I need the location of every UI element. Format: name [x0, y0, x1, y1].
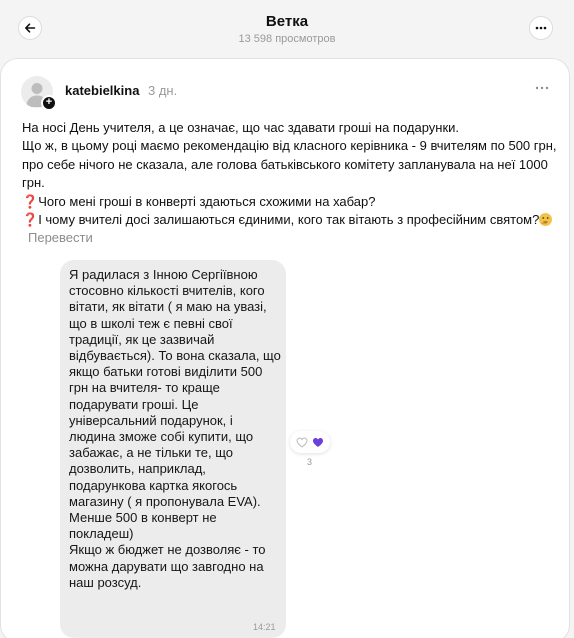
- thread-menu-button[interactable]: [529, 16, 553, 40]
- question-mark-icon: ❓: [22, 193, 39, 209]
- message-paragraph: Менше 500 в конверт не покладеш): [69, 510, 217, 542]
- page-title: Ветка: [265, 13, 309, 30]
- reaction-pill[interactable]: [290, 431, 330, 453]
- thinking-face-icon: [539, 213, 552, 226]
- post-question: [22, 193, 562, 211]
- more-horizontal-icon: [534, 82, 550, 94]
- plus-icon: +: [45, 96, 53, 108]
- message-screenshot: [60, 260, 286, 638]
- question-text: І чому вчителі досі залишаються єдиними, кого так вітають з професійним святом?: [38, 212, 540, 228]
- post-paragraph: Що ж, в цьому році маємо рекомендацію від класного керівника - 9 вчителям по 500 грн, про себе нічого не сказала, але голова батьківського комітету запланувала на неї 1000 грн.: [22, 138, 557, 191]
- thread-header: [0, 0, 574, 58]
- message-body: [69, 267, 281, 591]
- message-paragraph: Я радилася з Інною Сергіївною стосовно кількості вчителів, кого вітати, як вітати ( я маю на увазі, що в школі теж є певні свої традиції, як це зазвичай відбувається). То вона сказала, що якщо батьки готові виділити 500 грн на вчителя- то краще подарувати гроші. Це універсальний подарунок, і людина зможе собі купити, що забажає, а не тільки те, що дозволить, наприклад, подарункова картка якогось магазину ( я пропонувала EVA).: [69, 267, 281, 509]
- reaction-count: 3: [307, 457, 313, 467]
- follow-button[interactable]: [41, 95, 57, 111]
- username-link[interactable]: katebielkina: [65, 83, 140, 98]
- question-text: Чого мені гроші в конверті здаються схожими на хабар?: [38, 193, 376, 209]
- heart-outline-icon: [296, 437, 308, 448]
- heart-filled-icon: [312, 437, 324, 448]
- post-paragraph: На носі День учителя, а це означає, що час здавати гроші на подарунки.: [22, 120, 460, 135]
- message-reactions[interactable]: [290, 431, 330, 467]
- post-question: [22, 211, 562, 248]
- post-body: [22, 119, 562, 248]
- question-mark-icon: ❓: [22, 212, 39, 228]
- message-paragraph: Якщо ж бюджет не дозволяє - то можна дарувати що завгодно на наш розсуд.: [69, 542, 266, 590]
- message-timestamp: 14:21: [253, 622, 276, 632]
- more-horizontal-icon: [535, 26, 547, 30]
- post-menu-button[interactable]: [534, 81, 550, 93]
- post-card: [0, 58, 570, 638]
- post-timestamp: 3 дн.: [148, 83, 178, 98]
- translate-link[interactable]: Перевести: [28, 230, 93, 246]
- view-count: 13 598 просмотров: [238, 33, 336, 45]
